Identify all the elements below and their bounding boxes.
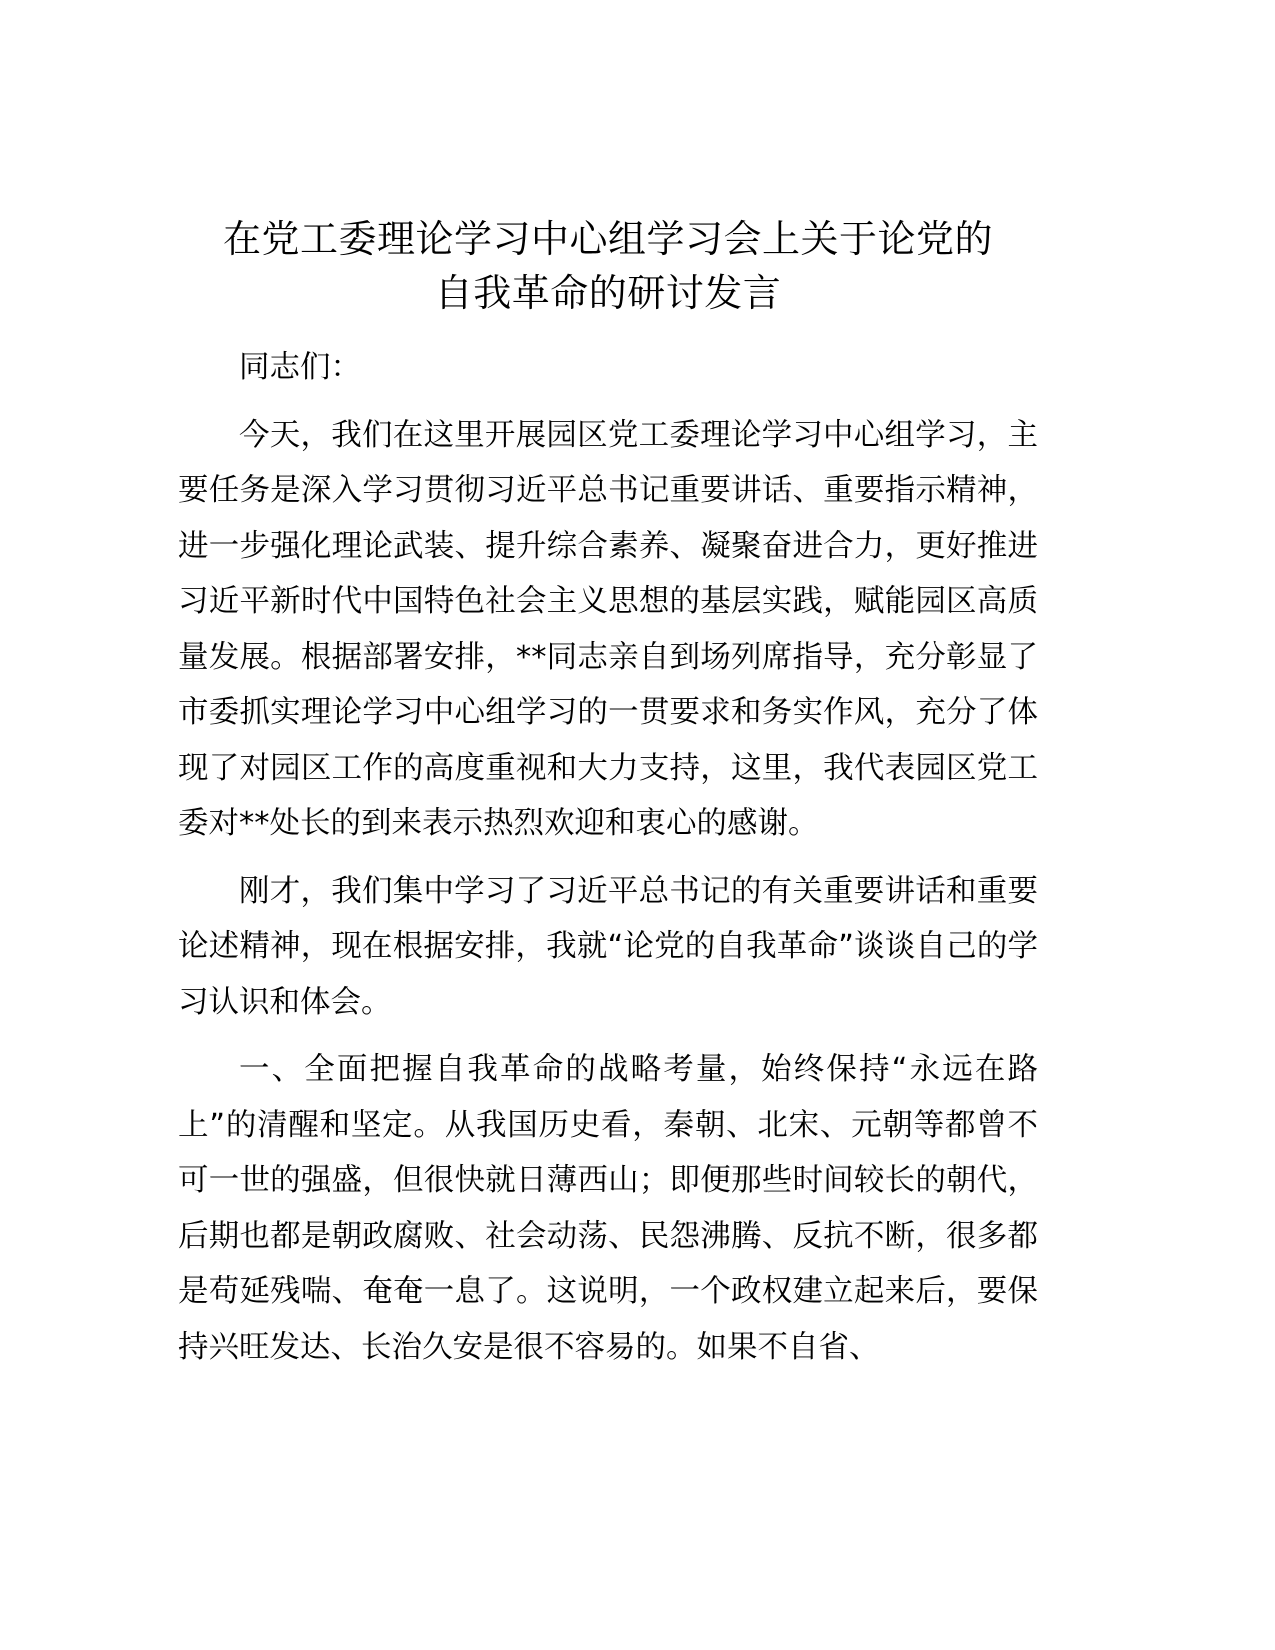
document-title xyxy=(178,212,1038,320)
intro-paragraph: 今天，我们在这里开展园区党工委理论学习中心组学习，主要任务是深入学习贯彻习近平总书记重要讲话、重要指示精神，进一步强化理论武装、提升综合素养、凝聚奋进合力，更好推进习近平新时代中国特色社会主义思想的基层实践，赋能园区高质量发展。根据部署安排，**同志亲自到场列席指导，充分彰显了市委抓实理论学习中心组学习的一贯要求和务实作风，充分了体现了对园区工作的高度重视和大力支持，这里，我代表园区党工委对**处长的到来表示热烈欢迎和衷心的感谢。 xyxy=(178,417,1038,841)
title-line-1: 在党工委理论学习中心组学习会上关于论党的 xyxy=(222,217,993,261)
document-body xyxy=(178,340,1038,1375)
greeting-paragraph: 同志们： xyxy=(239,350,361,385)
transition-paragraph: 刚才，我们集中学习了习近平总书记的有关重要讲话和重要论述精神，现在根据安排，我就“论党的自我革命”谈谈自己的学习认识和体会。 xyxy=(178,873,1038,1020)
section-one-paragraph: 一、全面把握自我革命的战略考量，始终保持“永远在路上”的清醒和坚定。从我国历史看，秦朝、北宋、元朝等都曾不可一世的强盛，但很快就日薄西山；即便那些时间较长的朝代，后期也都是朝政腐败、社会动荡、民怨沸腾、反抗不断，很多都是苟延残喘、奄奄一息了。这说明，一个政权建立起来后，要保持兴旺发达、长治久安是很不容易的。如果不自省、 xyxy=(178,1052,1038,1365)
title-line-2: 自我革命的研讨发言 xyxy=(434,271,782,315)
